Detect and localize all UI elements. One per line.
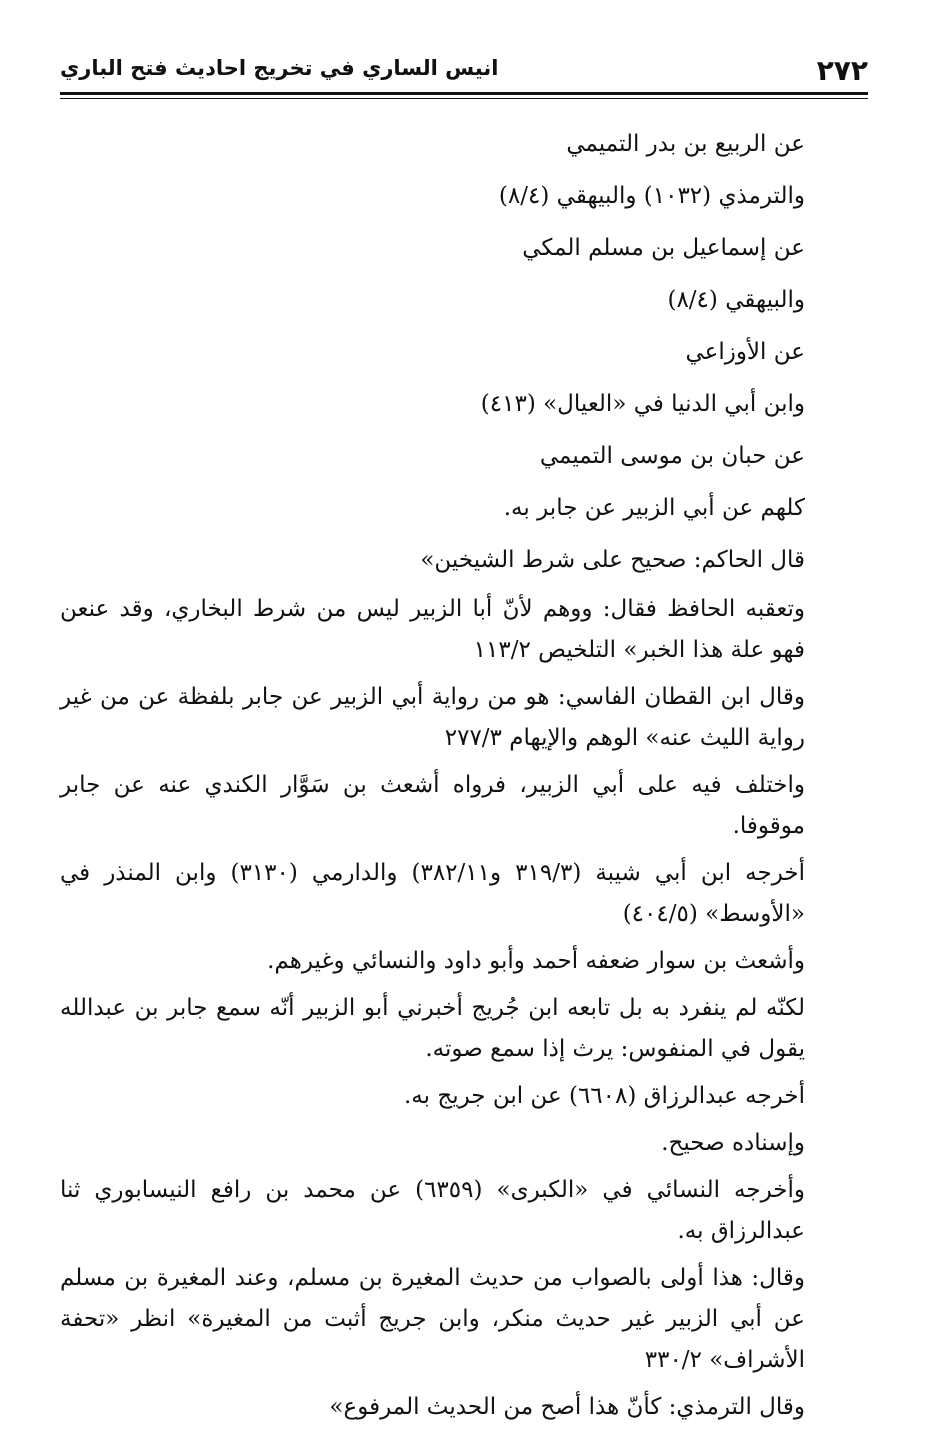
paragraph: أخرجه ابن أبي شيبة (٣١٩/٣ و٣٨٢/١١) والدارمي (٣١٣٠) وابن المنذر في «الأوسط» (٤٠٤/٥) [60,860,806,927]
header-rule-thick [60,92,868,95]
text-line: كلهم عن أبي الزبير عن جابر به. [503,495,805,521]
paragraph: وإسناده صحيح. [661,1130,805,1156]
text-line: عن حبان بن موسى التميمي [539,443,805,469]
page-header [60,44,868,92]
paragraph: وأشعث بن سوار ضعفه أحمد وأبو داود والنسائي وغيرهم. [267,948,805,974]
text-line: وابن أبي الدنيا في «العيال» (٤١٣) [480,391,805,417]
paragraph: لكنّه لم ينفرد به بل تابعه ابن جُريج أخبرني أبو الزبير أنّه سمع جابر بن عبدالله يقول في المنفوس: يرث إذا سمع صوته. [60,995,805,1062]
paragraph: واختلف فيه على أبي الزبير، فرواه أشعث بن سَوَّار الكندي عنه عن جابر موقوفا. [60,772,805,839]
paragraph: وقال ابن القطان الفاسي: هو من رواية أبي الزبير عن جابر بلفظة عن من غير رواية الليث عنه» الوهم والإيهام ٢٧٧/٣ [60,684,805,751]
paragraph: وتعقبه الحافظ فقال: ووهم لأنّ أبا الزبير ليس من شرط البخاري، وقد عنعن فهو علة هذا الخبر» التلخيص ١١٣/٢ [60,596,805,663]
text-line: عن إسماعيل بن مسلم المكي [522,235,805,261]
text-line: عن الأوزاعي [685,339,805,365]
text-line: قال الحاكم: صحيح على شرط الشيخين» [420,547,805,573]
page-body [60,118,860,1434]
text-line: والترمذي (١٠٣٢) والبيهقي (٨/٤) [498,183,805,209]
text-line: عن الربيع بن بدر التميمي [566,131,805,157]
paragraph: وقال الترمذي: كأنّ هذا أصح من الحديث المرفوع» [329,1394,805,1420]
running-title: انيس الساري في تخريج احاديث فتح الباري [60,56,499,80]
page-number: ٢٧٢ [816,54,868,87]
paragraph: أخرجه عبدالرزاق (٦٦٠٨) عن ابن جريج به. [404,1083,805,1109]
paragraph: وقال: هذا أولى بالصواب من حديث المغيرة بن مسلم، وعند المغيرة بن مسلم عن أبي الزبير غير حديث منكر، وابن جريج أثبت من المغيرة» انظر «تحفة الأشراف» ٣٣٠/٢ [60,1265,805,1373]
text-line: والبيهقي (٨/٤) [667,287,805,313]
paragraph: وأخرجه النسائي في «الكبرى» (٦٣٥٩) عن محمد بن رافع النيسابوري ثنا عبدالرزاق به. [60,1177,805,1244]
header-rule-thin [60,98,868,99]
